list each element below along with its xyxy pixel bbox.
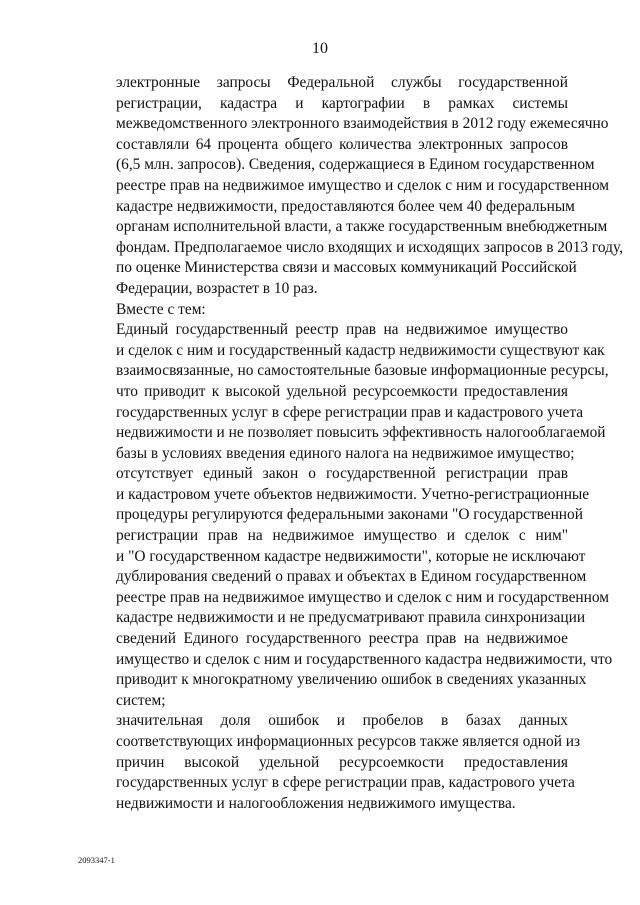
text-line: государственных услуг в сфере регистрации прав, кадастрового учета: [116, 774, 575, 792]
text-line: Вместе с тем:: [116, 300, 206, 318]
text-line: кадастре недвижимости и не предусматривают правила синхронизации: [116, 609, 586, 627]
text-line: кадастре недвижимости, предоставляются более чем 40 федеральным: [116, 197, 575, 215]
text-line: фондам. Предполагаемое число входящих и исходящих запросов в 2013 году,: [116, 238, 623, 256]
text-line: по оценке Министерства связи и массовых коммуникаций Российской: [116, 259, 577, 277]
text-line: регистрации, кадастра и картографии в рамках системы: [116, 94, 568, 112]
text-line: отсутствует единый закон о государственной регистрации прав: [116, 465, 568, 483]
text-line: приводит к многократному увеличению ошибок в сведениях указанных: [116, 671, 587, 689]
text-line: государственных услуг в сфере регистрации прав и кадастрового учета: [116, 403, 584, 421]
text-line: значительная доля ошибок и пробелов в базах данных: [116, 712, 568, 730]
text-line: что приводит к высокой удельной ресурсоемкости предоставления: [116, 382, 568, 400]
text-line: процедуры регулируются федеральными законами "О государственной: [116, 506, 583, 524]
body-text: [116, 73, 623, 814]
text-line: взаимосвязанные, но самостоятельные базовые информационные ресурсы,: [116, 362, 609, 380]
page-number: 10: [312, 40, 328, 57]
text-line: недвижимости и не позволяет повысить эффективность налогооблагаемой: [116, 424, 606, 442]
text-line: и кадастровом учете объектов недвижимости. Учетно-регистрационные: [116, 485, 590, 503]
text-line: систем;: [116, 691, 166, 709]
text-line: соответствующих информационных ресурсов также является одной из: [116, 733, 581, 750]
text-line: органам исполнительной власти, а также государственным внебюджетным: [116, 218, 608, 236]
text-line: имущество и сделок с ним и государственного кадастра недвижимости, что: [116, 650, 613, 668]
text-line: реестре прав на недвижимое имущество и сделок с ним и государственном: [116, 176, 610, 194]
text-line: электронные запросы Федеральной службы государственной: [116, 74, 568, 91]
text-line: базы в условиях введения единого налога на недвижимое имущество;: [116, 444, 575, 462]
text-line: дублирования сведений о правах и объектах в Едином государственном: [116, 568, 587, 586]
text-line: регистрации прав на недвижимое имущество и сделок с ним": [116, 527, 568, 545]
text-line: причин высокой удельной ресурсоемкости предоставления: [116, 753, 568, 771]
text-line: сведений Единого государственного реестра прав на недвижимое: [116, 630, 568, 648]
text-line: составляли 64 процента общего количества электронных запросов: [116, 135, 568, 153]
text-line: Федерации, возрастет в 10 раз.: [116, 279, 318, 297]
text-line: межведомственного электронного взаимодействия в 2012 году ежемесячно: [116, 115, 609, 133]
text-line: недвижимости и налогообложения недвижимого имущества.: [116, 794, 516, 812]
text-line: и сделок с ним и государственный кадастр недвижимости существуют как: [116, 341, 605, 359]
document-code: 2093347-1: [78, 855, 115, 865]
text-line: (6,5 млн. запросов). Сведения, содержащиеся в Едином государственном: [116, 156, 595, 174]
text-line: Единый государственный реестр прав на недвижимое имущество: [116, 321, 568, 339]
text-line: и "О государственном кадастре недвижимости", которые не исключают: [116, 547, 586, 565]
text-line: реестре прав на недвижимое имущество и сделок с ним и государственном: [116, 588, 610, 606]
